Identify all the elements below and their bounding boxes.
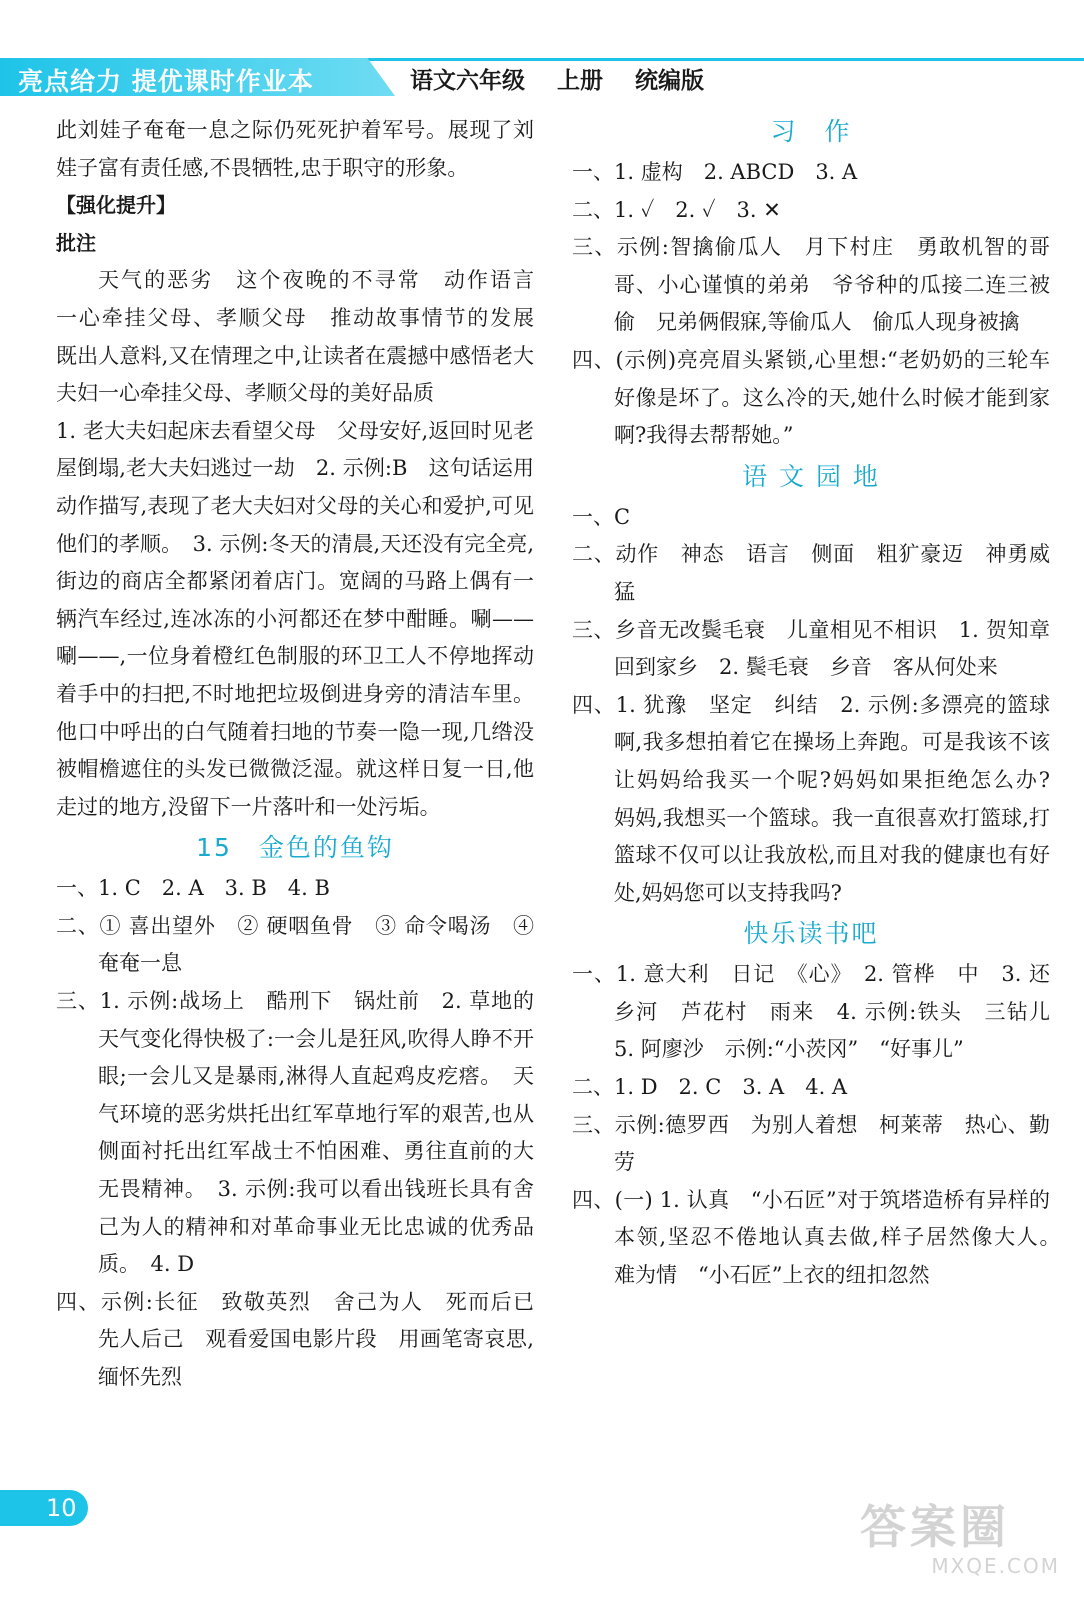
answer-item: 三、1. 示例:战场上 酷刑下 锅灶前 2. 草地的天气变化得快极了:一会儿是狂风,吹得人睁不开眼;一会儿又是暴雨,淋得人直起鸡皮疙瘩。 天气环境的恶劣烘托出红军草地行军的艰苦,也从侧面衬托出红军战士不怕困难、勇往直前的大无畏精神。 3. 示例:我可以看出钱班长具有舍己为人的精神和对革命事业无比忠诚的优秀品质。 4. D <box>56 989 534 1277</box>
series-title: 亮点给力 提优课时作业本 <box>18 67 314 96</box>
answer-item: 一、C <box>572 504 631 529</box>
section-label-pizhu: 批注 <box>56 230 96 255</box>
answer-item: 四、1. 犹豫 坚定 纠结 2. 示例:多漂亮的篮球啊,我多想拍着它在操场上奔跑。可是我该不该让妈妈给我买一个呢?妈妈如果拒绝怎么办? 妈妈,我想买一个篮球。我一直很喜欢打篮球,打篮球不仅可以让我放松,而且对我的健康也有好处,妈妈您可以支持我吗? <box>572 692 1071 905</box>
section-title-kuaile: 快乐读书吧 <box>743 919 879 949</box>
answer-item: 二、1. D 2. C 3. A 4. A <box>572 1075 848 1100</box>
answer-item: 三、示例:智擒偷瓜人 月下村庄 勇敢机智的哥哥、小心谨慎的弟弟 爷爷种的瓜接二连三被偷 兄弟俩假寐,等偷瓜人 偷瓜人现身被擒 <box>572 235 1050 335</box>
section-title-xizuo: 习 作 <box>770 117 852 146</box>
answer-item: 三、示例:德罗西 为别人着想 柯莱蒂 热心、勤劳 <box>572 1112 1050 1175</box>
section-label-qianghua: 【强化提升】 <box>56 193 176 218</box>
watermark-text: 答案圈 <box>860 1500 1010 1554</box>
answer-item: 四、(示例)亮亮眉头紧锁,心里想:“老奶奶的三轮车好像是坏了。这么冷的天,她什么时候才能到家啊?我得去帮帮她。” <box>572 347 1050 448</box>
answer-item: 四、(一) 1. 认真 “小石匠”对于筑塔造桥有异样的本领,坚忍不倦地认真去做,样子居然像大人。 难为情 “小石匠”上衣的纽扣忽然 <box>572 1187 1071 1288</box>
answer-item: 四、示例:长征 致敬英烈 舍己为人 死而后已 先人后己 观看爱国电影片段 用画笔寄哀思,缅怀先烈 <box>56 1289 555 1389</box>
left-column <box>56 112 555 1397</box>
answer-item: 一、1. 意大利 日记 《心》 2. 管桦 中 3. 还乡河 芦花村 雨来 4. 示例:铁头 三钻儿 5. 阿廖沙 示例:“小茨冈” “好事儿” <box>572 962 1071 1062</box>
watermark-url: MXQE.COM <box>931 1554 1060 1578</box>
answer-paragraph: 1. 老大夫妇起床去看望父母 父母安好,返回时见老屋倒塌,老大夫妇逃过一劫 2. 示例:B 这句话运用动作描写,表现了老大夫妇对父母的关心和爱护,可见他们的孝顺。 3. 示例:冬天的清晨,天还没有完全亮,街边的商店全都紧闭着店门。宽阔的马路上偶有一辆汽车经过,连冰冻的小河都还在梦中酣睡。唰——唰——,一位身着橙红色制服的环卫工人不停地挥动着手中的扫把,不时地把垃圾倒进身旁的清洁车里。他口中呼出的白气随着扫地的节奏一隐一现,几绺没被帽檐遮住的头发已微微泛湿。就这样日复一日,他走过的地方,没留下一片落叶和一处污垢。 <box>56 418 534 819</box>
answer-item: 一、1. C 2. A 3. B 4. B <box>56 876 330 901</box>
section-title-yuandi: 语 文 园 地 <box>742 461 880 491</box>
answer-item: 三、乡音无改鬓毛衰 儿童相见不相识 1. 贺知章 回到家乡 2. 鬓毛衰 乡音 客从何处来 <box>572 617 1071 680</box>
page-number: 10 <box>0 1490 88 1526</box>
book-info: 语文六年级 上册 统编版 <box>410 68 705 94</box>
answer-item: 一、1. 虚构 2. ABCD 3. A <box>572 160 858 184</box>
lesson-title: 15 金色的鱼钩 <box>196 833 394 863</box>
answer-item: 二、① 喜出望外 ② 硬咽鱼骨 ③ 命令喝汤 ④ 奄奄一息 <box>56 913 534 976</box>
right-column <box>572 112 1071 1295</box>
answer-paragraph: 天气的恶劣 这个夜晚的不寻常 动作语言 一心牵挂父母、孝顺父母 推动故事情节的发展 既出人意料,又在情理之中,让读者在震撼中感悟老大夫妇一心牵挂父母、孝顺父母的美好品质 <box>56 268 555 406</box>
answer-item: 二、动作 神态 语言 侧面 粗犷豪迈 神勇威猛 <box>572 542 1050 604</box>
page-header <box>0 0 1084 100</box>
answer-paragraph: 此刘娃子奄奄一息之际仍死死护着军号。展现了刘娃子富有责任感,不畏牺牲,忠于职守的形象。 <box>56 118 534 180</box>
watermark-logo <box>860 1500 1070 1595</box>
answer-item: 二、1. ✓ 2. ✓ 3. ✕ <box>572 197 781 222</box>
